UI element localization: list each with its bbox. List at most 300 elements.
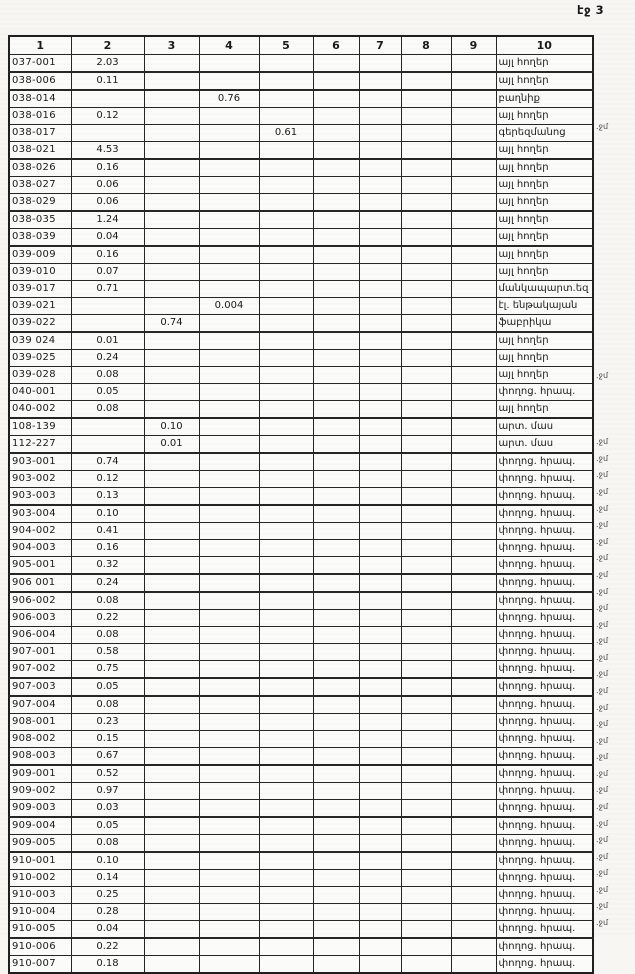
margin-mark: .ջմ bbox=[596, 569, 609, 579]
table-row bbox=[9, 887, 593, 904]
area-value-cell bbox=[359, 264, 401, 281]
area-value-cell bbox=[144, 731, 199, 748]
table-row bbox=[9, 367, 593, 384]
area-value-cell bbox=[144, 90, 199, 108]
area-value-cell bbox=[259, 488, 313, 506]
land-type-cell: այլ հողեր bbox=[496, 72, 593, 90]
area-value-cell bbox=[259, 108, 313, 125]
area-value-cell bbox=[144, 696, 199, 714]
area-value-cell bbox=[259, 159, 313, 177]
area-value-cell bbox=[401, 661, 451, 679]
land-type-cell: փողոց. հրապ. bbox=[496, 453, 593, 471]
parcel-code-cell: 909-002 bbox=[9, 783, 71, 800]
margin-mark: .ջմ bbox=[596, 636, 609, 646]
area-value-cell bbox=[313, 194, 359, 212]
area-value-cell bbox=[199, 765, 259, 783]
area-value-cell bbox=[144, 177, 199, 194]
area-value-cell bbox=[313, 436, 359, 454]
table-header-row bbox=[9, 36, 593, 55]
margin-mark: .ջմ bbox=[596, 768, 609, 778]
area-value-cell: 0.11 bbox=[71, 72, 144, 90]
margin-empty bbox=[596, 285, 634, 302]
parcel-code-cell: 039-022 bbox=[9, 315, 71, 333]
area-value-cell bbox=[199, 281, 259, 298]
margin-mark: .ջմ bbox=[596, 453, 609, 463]
area-value-cell bbox=[359, 887, 401, 904]
area-value-cell: 0.14 bbox=[71, 870, 144, 887]
margin-mark: .ջմ bbox=[596, 520, 609, 530]
table-row bbox=[9, 921, 593, 939]
area-value-cell bbox=[451, 332, 496, 350]
parcel-code-cell: 908-003 bbox=[9, 748, 71, 766]
margin-mark: .ջմ bbox=[596, 669, 609, 679]
area-value-cell bbox=[359, 505, 401, 523]
land-parcel-table bbox=[8, 35, 594, 974]
table-row bbox=[9, 436, 593, 454]
area-value-cell bbox=[259, 246, 313, 264]
table-row bbox=[9, 505, 593, 523]
area-value-cell bbox=[451, 281, 496, 298]
land-type-cell: փողոց. հրապ. bbox=[496, 904, 593, 921]
area-value-cell bbox=[451, 90, 496, 108]
area-value-cell bbox=[313, 453, 359, 471]
area-value-cell: 0.08 bbox=[71, 627, 144, 644]
area-value-cell bbox=[359, 281, 401, 298]
parcel-code-cell: 907-003 bbox=[9, 678, 71, 696]
area-value-cell: 0.28 bbox=[71, 904, 144, 921]
area-value-cell bbox=[451, 731, 496, 748]
area-value-cell bbox=[359, 229, 401, 247]
area-value-cell: 0.41 bbox=[71, 523, 144, 540]
area-value-cell bbox=[451, 783, 496, 800]
parcel-code-cell: 038-027 bbox=[9, 177, 71, 194]
area-value-cell bbox=[451, 714, 496, 731]
area-value-cell bbox=[199, 592, 259, 610]
table-row bbox=[9, 904, 593, 921]
area-value-cell bbox=[259, 72, 313, 90]
area-value-cell bbox=[259, 574, 313, 592]
area-value-cell bbox=[401, 229, 451, 247]
margin-empty bbox=[596, 186, 634, 203]
area-value-cell bbox=[313, 125, 359, 142]
area-value-cell bbox=[144, 350, 199, 367]
parcel-code-cell: 909-003 bbox=[9, 800, 71, 818]
parcel-code-cell: 909-004 bbox=[9, 817, 71, 835]
parcel-code-cell: 906-002 bbox=[9, 592, 71, 610]
area-value-cell: 0.25 bbox=[71, 887, 144, 904]
area-value-cell bbox=[359, 817, 401, 835]
margin-mark: .ջմ bbox=[596, 818, 609, 828]
area-value-cell: 0.61 bbox=[259, 125, 313, 142]
area-value-cell bbox=[401, 298, 451, 315]
area-value-cell bbox=[144, 332, 199, 350]
area-value-cell bbox=[259, 194, 313, 212]
area-value-cell bbox=[451, 72, 496, 90]
area-value-cell bbox=[313, 505, 359, 523]
area-value-cell bbox=[259, 852, 313, 870]
area-value-cell bbox=[199, 574, 259, 592]
margin-empty bbox=[596, 235, 634, 252]
land-type-cell: այլ հողեր bbox=[496, 367, 593, 384]
parcel-code-cell: 039-025 bbox=[9, 350, 71, 367]
parcel-code-cell: 906-003 bbox=[9, 610, 71, 627]
area-value-cell bbox=[401, 523, 451, 540]
area-value-cell bbox=[359, 921, 401, 939]
area-value-cell bbox=[401, 177, 451, 194]
area-value-cell bbox=[259, 938, 313, 956]
parcel-code-cell: 909-005 bbox=[9, 835, 71, 853]
area-value-cell: 1.24 bbox=[71, 211, 144, 229]
area-value-cell bbox=[401, 367, 451, 384]
area-value-cell bbox=[313, 765, 359, 783]
area-value-cell bbox=[313, 281, 359, 298]
area-value-cell bbox=[313, 904, 359, 921]
area-value-cell bbox=[259, 90, 313, 108]
area-value-cell bbox=[451, 557, 496, 575]
area-value-cell bbox=[451, 211, 496, 229]
area-value-cell bbox=[144, 523, 199, 540]
area-value-cell bbox=[451, 418, 496, 436]
parcel-code-cell: 039-028 bbox=[9, 367, 71, 384]
margin-mark: .ջմ bbox=[596, 536, 609, 546]
area-value-cell: 0.16 bbox=[71, 159, 144, 177]
parcel-code-cell: 906-004 bbox=[9, 627, 71, 644]
area-value-cell bbox=[199, 835, 259, 853]
area-value-cell bbox=[199, 264, 259, 281]
parcel-code-cell: 907-004 bbox=[9, 696, 71, 714]
land-type-cell: ֆաբրիկա bbox=[496, 315, 593, 333]
margin-empty bbox=[596, 269, 634, 286]
parcel-code-cell: 909-001 bbox=[9, 765, 71, 783]
area-value-cell bbox=[313, 418, 359, 436]
margin-mark: .ջմ bbox=[596, 553, 609, 563]
area-value-cell: 0.23 bbox=[71, 714, 144, 731]
margin-mark: .ջմ bbox=[596, 370, 609, 380]
margin-mark: .ջմ bbox=[596, 603, 609, 613]
area-value-cell bbox=[199, 540, 259, 557]
area-value-cell bbox=[451, 852, 496, 870]
table-row bbox=[9, 418, 593, 436]
area-value-cell bbox=[199, 350, 259, 367]
area-value-cell bbox=[259, 367, 313, 384]
table-row bbox=[9, 696, 593, 714]
land-type-cell: արտ. մաս bbox=[496, 418, 593, 436]
margin-mark: .ջմ bbox=[596, 437, 609, 447]
area-value-cell bbox=[144, 540, 199, 557]
area-value-cell bbox=[451, 505, 496, 523]
margin-mark: .ջմ bbox=[596, 918, 609, 928]
area-value-cell bbox=[451, 194, 496, 212]
margin-mark: .ջմ bbox=[596, 735, 609, 745]
area-value-cell bbox=[259, 211, 313, 229]
area-value-cell bbox=[144, 471, 199, 488]
area-value-cell bbox=[401, 194, 451, 212]
area-value-cell: 0.08 bbox=[71, 367, 144, 384]
area-value-cell bbox=[199, 817, 259, 835]
land-type-cell: փողոց. հրապ. bbox=[496, 644, 593, 661]
area-value-cell bbox=[313, 627, 359, 644]
parcel-code-cell: 038-039 bbox=[9, 229, 71, 247]
area-value-cell bbox=[313, 72, 359, 90]
land-type-cell: փողոց. հրապ. bbox=[496, 678, 593, 696]
area-value-cell bbox=[313, 574, 359, 592]
area-value-cell bbox=[451, 540, 496, 557]
area-value-cell bbox=[199, 887, 259, 904]
area-value-cell bbox=[401, 574, 451, 592]
table-row bbox=[9, 264, 593, 281]
column-header-2: 2 bbox=[71, 36, 144, 55]
area-value-cell bbox=[401, 956, 451, 974]
margin-mark: .ջմ bbox=[596, 802, 609, 812]
table-row bbox=[9, 350, 593, 367]
area-value-cell bbox=[144, 453, 199, 471]
area-value-cell bbox=[401, 281, 451, 298]
area-value-cell bbox=[144, 298, 199, 315]
land-type-cell: այլ հողեր bbox=[496, 401, 593, 419]
area-value-cell bbox=[199, 938, 259, 956]
table-row bbox=[9, 246, 593, 264]
land-type-cell: փողոց. հրապ. bbox=[496, 523, 593, 540]
area-value-cell bbox=[359, 765, 401, 783]
land-type-cell: այլ հողեր bbox=[496, 194, 593, 212]
parcel-code-cell: 908-002 bbox=[9, 731, 71, 748]
column-header-5: 5 bbox=[259, 36, 313, 55]
land-type-cell: փողոց. հրապ. bbox=[496, 765, 593, 783]
area-value-cell bbox=[144, 661, 199, 679]
area-value-cell bbox=[359, 315, 401, 333]
area-value-cell bbox=[451, 921, 496, 939]
area-value-cell bbox=[313, 142, 359, 160]
area-value-cell bbox=[259, 887, 313, 904]
land-type-cell: փողոց. հրապ. bbox=[496, 887, 593, 904]
margin-mark: .ջմ bbox=[596, 470, 609, 480]
area-value-cell bbox=[259, 350, 313, 367]
area-value-cell bbox=[259, 471, 313, 488]
area-value-cell bbox=[144, 835, 199, 853]
area-value-cell bbox=[259, 523, 313, 540]
area-value-cell bbox=[144, 211, 199, 229]
table-row bbox=[9, 678, 593, 696]
parcel-code-cell: 910-005 bbox=[9, 921, 71, 939]
area-value-cell bbox=[144, 505, 199, 523]
land-type-cell: փողոց. հրապ. bbox=[496, 557, 593, 575]
parcel-code-cell: 108-139 bbox=[9, 418, 71, 436]
area-value-cell bbox=[359, 177, 401, 194]
margin-mark: .ջմ bbox=[596, 785, 609, 795]
land-type-cell: փողոց. հրապ. bbox=[496, 610, 593, 627]
parcel-code-cell: 910-004 bbox=[9, 904, 71, 921]
area-value-cell bbox=[199, 696, 259, 714]
margin-empty bbox=[596, 351, 634, 368]
area-value-cell bbox=[199, 678, 259, 696]
margin-empty bbox=[596, 70, 634, 87]
parcel-code-cell: 903-002 bbox=[9, 471, 71, 488]
area-value-cell bbox=[451, 108, 496, 125]
land-type-cell: փողոց. հրապ. bbox=[496, 627, 593, 644]
margin-empty bbox=[596, 335, 634, 352]
area-value-cell bbox=[259, 610, 313, 627]
land-type-cell: փողոց. հրապ. bbox=[496, 956, 593, 974]
area-value-cell: 0.76 bbox=[199, 90, 259, 108]
area-value-cell bbox=[144, 817, 199, 835]
area-value-cell bbox=[359, 731, 401, 748]
area-value-cell bbox=[451, 384, 496, 401]
area-value-cell bbox=[313, 835, 359, 853]
area-value-cell bbox=[451, 55, 496, 73]
area-value-cell: 0.08 bbox=[71, 592, 144, 610]
area-value-cell: 0.75 bbox=[71, 661, 144, 679]
area-value-cell bbox=[313, 108, 359, 125]
area-value-cell bbox=[313, 264, 359, 281]
area-value-cell bbox=[359, 800, 401, 818]
area-value-cell bbox=[259, 870, 313, 887]
area-value-cell bbox=[401, 765, 451, 783]
area-value-cell bbox=[259, 644, 313, 661]
land-type-cell: այլ հողեր bbox=[496, 142, 593, 160]
area-value-cell bbox=[199, 401, 259, 419]
land-type-cell: փողոց. հրապ. bbox=[496, 505, 593, 523]
area-value-cell bbox=[313, 90, 359, 108]
column-header-9: 9 bbox=[451, 36, 496, 55]
table-row bbox=[9, 90, 593, 108]
margin-mark: .ջմ bbox=[596, 702, 609, 712]
land-type-cell: փողոց. հրապ. bbox=[496, 384, 593, 401]
table-row bbox=[9, 627, 593, 644]
area-value-cell bbox=[313, 246, 359, 264]
area-value-cell bbox=[451, 401, 496, 419]
area-value-cell bbox=[359, 523, 401, 540]
area-value-cell bbox=[313, 887, 359, 904]
area-value-cell bbox=[359, 610, 401, 627]
area-value-cell bbox=[71, 315, 144, 333]
area-value-cell bbox=[401, 72, 451, 90]
area-value-cell bbox=[144, 678, 199, 696]
table-row bbox=[9, 453, 593, 471]
parcel-code-cell: 904-003 bbox=[9, 540, 71, 557]
area-value-cell bbox=[401, 505, 451, 523]
area-value-cell bbox=[313, 229, 359, 247]
area-value-cell bbox=[199, 644, 259, 661]
area-value-cell bbox=[401, 332, 451, 350]
area-value-cell bbox=[359, 678, 401, 696]
area-value-cell bbox=[359, 938, 401, 956]
area-value-cell bbox=[199, 661, 259, 679]
area-value-cell bbox=[313, 748, 359, 766]
area-value-cell bbox=[199, 505, 259, 523]
area-value-cell bbox=[359, 108, 401, 125]
area-value-cell bbox=[144, 887, 199, 904]
table-row bbox=[9, 332, 593, 350]
table-row bbox=[9, 852, 593, 870]
land-type-cell: էլ. ենթակայան bbox=[496, 298, 593, 315]
area-value-cell bbox=[199, 332, 259, 350]
area-value-cell bbox=[313, 678, 359, 696]
area-value-cell bbox=[451, 678, 496, 696]
table-row bbox=[9, 384, 593, 401]
area-value-cell bbox=[359, 436, 401, 454]
area-value-cell bbox=[313, 817, 359, 835]
area-value-cell: 0.22 bbox=[71, 610, 144, 627]
area-value-cell bbox=[451, 661, 496, 679]
area-value-cell: 2.03 bbox=[71, 55, 144, 73]
area-value-cell bbox=[199, 418, 259, 436]
area-value-cell bbox=[144, 714, 199, 731]
land-type-cell: այլ հողեր bbox=[496, 332, 593, 350]
area-value-cell bbox=[401, 852, 451, 870]
parcel-code-cell: 903-003 bbox=[9, 488, 71, 506]
table-row bbox=[9, 281, 593, 298]
margin-mark: .ջմ bbox=[596, 652, 609, 662]
area-value-cell bbox=[71, 125, 144, 142]
parcel-code-cell: 903-001 bbox=[9, 453, 71, 471]
land-type-cell: այլ հողեր bbox=[496, 229, 593, 247]
table-row bbox=[9, 731, 593, 748]
land-type-cell: փողոց. հրապ. bbox=[496, 748, 593, 766]
area-value-cell bbox=[259, 264, 313, 281]
area-value-cell bbox=[144, 367, 199, 384]
area-value-cell bbox=[359, 350, 401, 367]
area-value-cell bbox=[359, 384, 401, 401]
table-row bbox=[9, 125, 593, 142]
area-value-cell bbox=[259, 904, 313, 921]
area-value-cell bbox=[259, 281, 313, 298]
area-value-cell: 0.05 bbox=[71, 384, 144, 401]
margin-empty bbox=[596, 252, 634, 269]
area-value-cell bbox=[313, 211, 359, 229]
table-row bbox=[9, 557, 593, 575]
area-value-cell bbox=[451, 938, 496, 956]
area-value-cell bbox=[401, 592, 451, 610]
area-value-cell bbox=[359, 783, 401, 800]
area-value-cell: 0.08 bbox=[71, 401, 144, 419]
land-type-cell: փողոց. հրապ. bbox=[496, 835, 593, 853]
page-number-label: էջ 3 bbox=[577, 3, 605, 17]
land-type-cell: փողոց. հրապ. bbox=[496, 938, 593, 956]
area-value-cell bbox=[401, 211, 451, 229]
area-value-cell bbox=[451, 350, 496, 367]
area-value-cell bbox=[359, 904, 401, 921]
area-value-cell: 0.24 bbox=[71, 350, 144, 367]
area-value-cell bbox=[451, 644, 496, 661]
area-value-cell bbox=[199, 471, 259, 488]
area-value-cell bbox=[199, 904, 259, 921]
area-value-cell bbox=[199, 523, 259, 540]
area-value-cell bbox=[259, 783, 313, 800]
area-value-cell bbox=[144, 72, 199, 90]
area-value-cell bbox=[451, 610, 496, 627]
parcel-code-cell: 039 024 bbox=[9, 332, 71, 350]
land-type-cell: փողոց. հրապ. bbox=[496, 817, 593, 835]
area-value-cell: 0.03 bbox=[71, 800, 144, 818]
area-value-cell bbox=[259, 921, 313, 939]
area-value-cell bbox=[313, 592, 359, 610]
area-value-cell bbox=[401, 384, 451, 401]
area-value-cell bbox=[359, 367, 401, 384]
area-value-cell bbox=[199, 436, 259, 454]
area-value-cell bbox=[359, 125, 401, 142]
land-type-cell: փողոց. հրապ. bbox=[496, 714, 593, 731]
area-value-cell bbox=[401, 142, 451, 160]
area-value-cell bbox=[144, 557, 199, 575]
margin-mark: .ջմ bbox=[596, 619, 609, 629]
area-value-cell bbox=[451, 298, 496, 315]
area-value-cell: 0.004 bbox=[199, 298, 259, 315]
area-value-cell bbox=[359, 72, 401, 90]
area-value-cell bbox=[259, 418, 313, 436]
area-value-cell bbox=[401, 904, 451, 921]
area-value-cell bbox=[144, 627, 199, 644]
area-value-cell bbox=[313, 870, 359, 887]
